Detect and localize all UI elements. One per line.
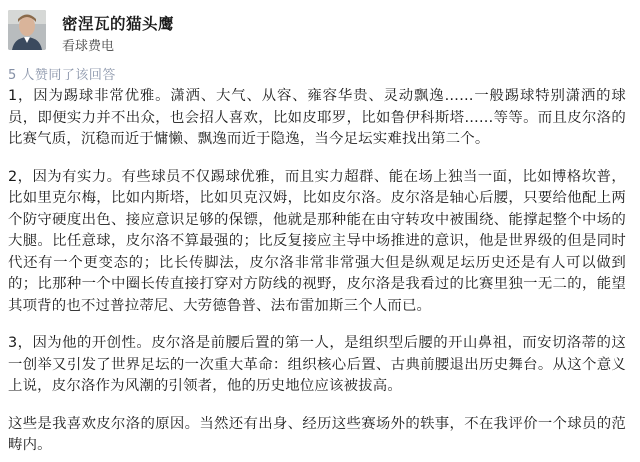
author-bio: 看球费电 bbox=[62, 39, 115, 54]
answer-paragraph-4: 这些是我喜欢皮尔洛的原因。当然还有出身、经历这些赛场外的轶事，不在我评价一个球员的范畴内。 bbox=[8, 415, 626, 453]
answer-paragraph-2: 2，因为有实力。有些球员不仅踢球优雅，而且实力超群、能在场上独当一面，比如博格坎普，比如里克尔梅，比如内斯塔，比如贝克汉姆，比如皮尔洛。皮尔洛是轴心后腰，只要给他配上两个防守硬度出色、接应意识足够的保镖，他就是那种能在由守转攻中被围绕、能撑起整个中场的大腿。比任意球，皮尔洛不算最强的；比反复接应主导中场推进的意识，他是世界级的但是同时代还有一个更变态的；比长传脚法，皮尔洛非常非常强大但是纵观足坛历史还是有人可以做到的；比那种一个中圈长传直接打穿对方防线的视野，皮尔洛是我看过的比赛里独一无二的，能望其项背的也不过普拉蒂尼、大劳德鲁普、法布雷加斯三个人而已。 bbox=[8, 168, 626, 314]
answer-paragraph-1: 1，因为踢球非常优雅。潇洒、大气、从容、雍容华贵、灵动飘逸……一般踢球特别潇洒的球员，即便实力并不出众，也会招人喜欢，比如皮耶罗，比如鲁伊科斯塔……等等。而且皮尔洛的比赛气质，沉稳而近于慵懒、飘逸而近于隐逸，当今足坛实难找出第二个。 bbox=[8, 88, 626, 147]
answer-body bbox=[8, 86, 626, 462]
author-avatar[interactable] bbox=[8, 10, 46, 50]
user-avatar-icon bbox=[8, 10, 46, 50]
answer-author-header bbox=[8, 10, 632, 54]
likes-count-text[interactable]: 5 人赞同了该回答 bbox=[8, 68, 116, 83]
author-name[interactable]: 密涅瓦的猫头鹰 bbox=[62, 15, 175, 33]
answer-paragraph-3: 3，因为他的开创性。皮尔洛是前腰后置的第一人，是组织型后腰的开山鼻祖，而安切洛蒂的这一创举又引发了世界足坛的一次重大革命：组织核心后置、古典前腰退出历史舞台。从这个意义上说，皮尔洛作为风潮的引领者，他的历史地位应该被拔高。 bbox=[8, 335, 626, 394]
